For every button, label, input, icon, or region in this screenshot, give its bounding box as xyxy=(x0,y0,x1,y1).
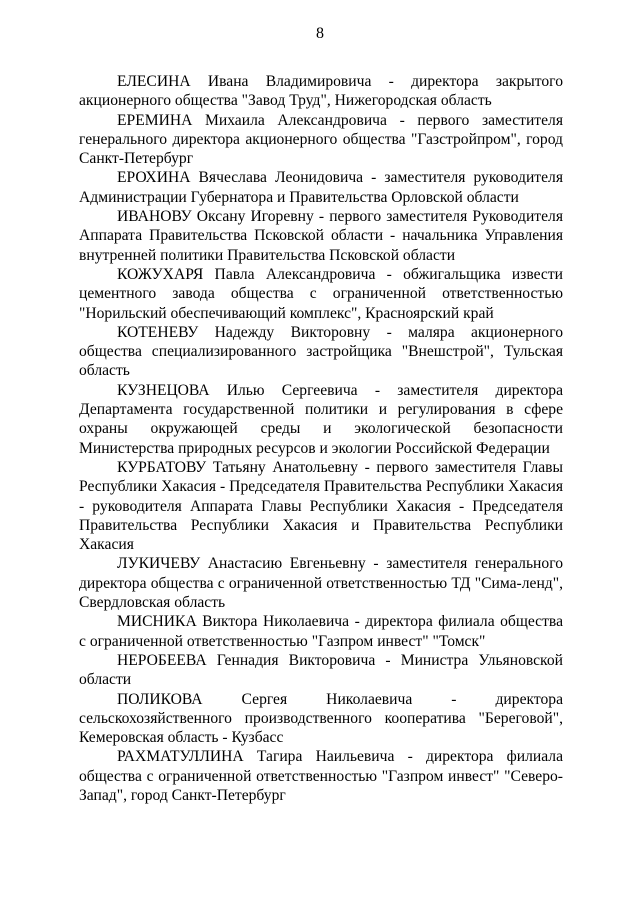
list-item: МИСНИКА Виктора Николаевича - директора филиала общества с ограниченной ответственностью "Газпром инвест" "Томск" xyxy=(79,613,563,650)
list-item: КУРБАТОВУ Татьяну Анатольевну - первого заместителя Главы Республики Хакасия - Председателя Правительства Республики Хакасия - руководителя Аппарата Главы Республики Хакасия - Председателя Правительства Республики Хакасия и Правительства Республики Хакасия xyxy=(79,458,563,554)
list-item: НЕРОБЕЕВА Геннадия Викторовича - Министра Ульяновской области xyxy=(79,651,563,689)
list-item: ЛУКИЧЕВУ Анастасию Евгеньевну - заместителя генерального директора общества с ограниченной ответственностью ТД "Сима-ленд", Свердловская область xyxy=(79,555,563,612)
list-item: КОЖУХАРЯ Павла Александровича - обжигальщика извести цементного завода общества с ограниченной ответственностью "Норильский обеспечивающий комплекс", Красноярский край xyxy=(79,265,563,322)
list-item: ЕРЕМИНА Михаила Александровича - первого заместителя генерального директора акционерного общества "Газстройпром", город Санкт-Петербург xyxy=(79,111,563,168)
list-item: КОТЕНЕВУ Надежду Викторовну - маляра акционерного общества специализированного застройщика "Внешстрой", Тульская область xyxy=(79,323,563,380)
list-item: ПОЛИКОВА Сергея Николаевича - директора сельскохозяйственного производственного кооператива "Береговой", Кемеровская область - Кузбасс xyxy=(79,690,563,747)
list-item: ЕРОХИНА Вячеслава Леонидовича - заместителя руководителя Администрации Губернатора и Правительства Орловской области xyxy=(79,169,563,206)
award-list xyxy=(79,72,563,805)
list-item: РАХМАТУЛЛИНА Тагира Наильевича - директора филиала общества с ограниченной ответственностью "Газпром инвест" "Северо-Запад", город Санкт-Петербург xyxy=(79,748,563,804)
list-item: ЕЛЕСИНА Ивана Владимировича - директора закрытого акционерного общества "Завод Труд", Нижегородская область xyxy=(79,73,563,110)
list-item: КУЗНЕЦОВА Илью Сергеевича - заместителя директора Департамента государственной политики и регулирования в сфере охраны окружающей среды и экологической безопасности Министерства природных ресурсов и экологии Российской Федерации xyxy=(79,381,563,457)
list-item: ИВАНОВУ Оксану Игоревну - первого заместителя Руководителя Аппарата Правительства Псковской области - начальника Управления внутренней политики Правительства Псковской области xyxy=(79,208,563,264)
page-number: 8 xyxy=(316,25,324,42)
